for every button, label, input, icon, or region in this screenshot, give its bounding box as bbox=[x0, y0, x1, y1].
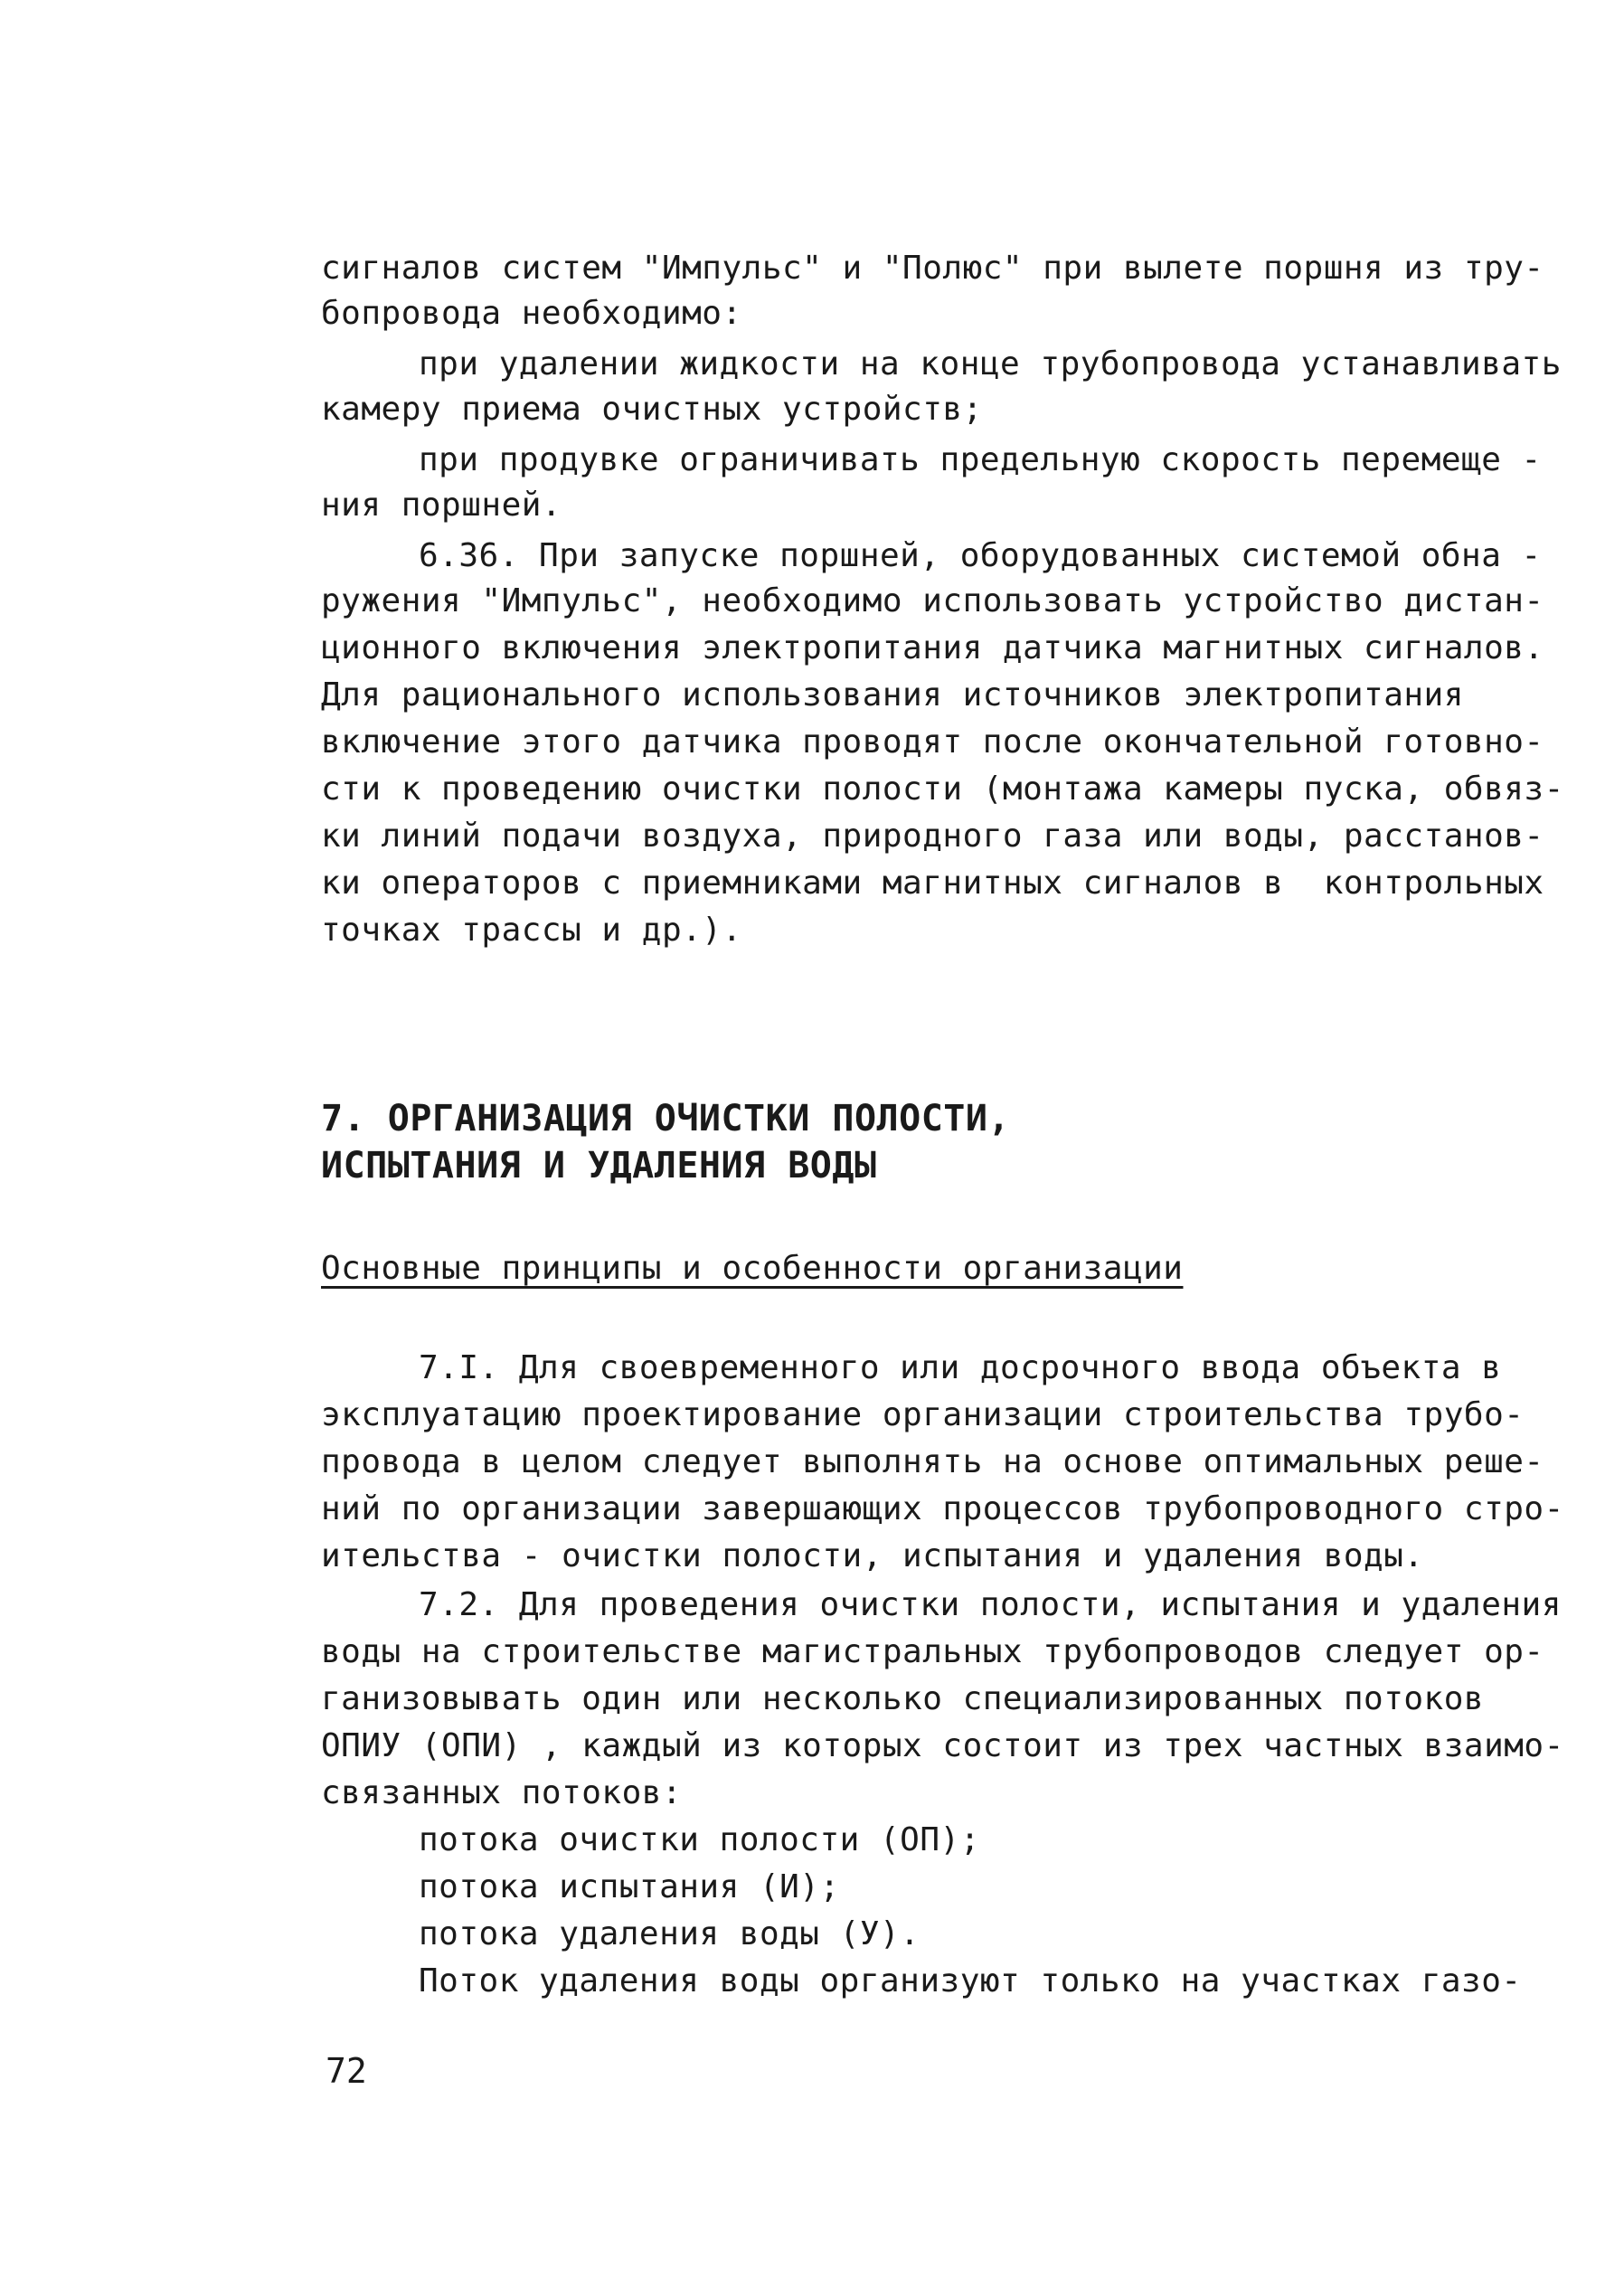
text-line: ния поршней. bbox=[321, 487, 562, 524]
text-line: ганизовывать один или несколько специализированных потоков bbox=[321, 1680, 1485, 1717]
section-heading: 7. ОРГАНИЗАЦИЯ ОЧИСТКИ ПОЛОСТИ, bbox=[321, 1098, 1011, 1139]
subsection-heading: Основные принципы и особенности организации bbox=[321, 1250, 1184, 1287]
text-line: эксплуатацию проектирование организации строительства трубо- bbox=[321, 1396, 1525, 1433]
text-line: при продувке ограничивать предельную скорость перемеще - bbox=[419, 441, 1542, 478]
text-line: провода в целом следует выполнять на основе оптимальных реше- bbox=[321, 1443, 1544, 1480]
text-line: сти к проведению очистки полости (монтажа камеры пуска, обвяз- bbox=[321, 771, 1564, 808]
text-line: связанных потоков: bbox=[321, 1774, 683, 1811]
text-line: ружения "Импульс", необходимо использовать устройство дистан- bbox=[321, 582, 1544, 619]
text-line: при удалении жидкости на конце трубопровода устанавливать bbox=[419, 345, 1562, 383]
paragraph-6-36-start: 6.36. При запуске поршней, оборудованных системой обна - bbox=[419, 537, 1542, 574]
text-line: ки операторов с приемниками магнитных сигналов в контрольных bbox=[321, 865, 1544, 902]
text-line: камеру приема очистных устройств; bbox=[321, 391, 983, 428]
text-line: Для рационального использования источников электропитания bbox=[321, 676, 1464, 714]
text-line: ки линий подачи воздуха, природного газа или воды, расстанов- bbox=[321, 818, 1544, 855]
section-heading: ИСПЫТАНИЯ И УДАЛЕНИЯ ВОДЫ bbox=[321, 1145, 877, 1187]
text-line: ний по организации завершающих процессов трубопроводного стро- bbox=[321, 1490, 1564, 1527]
text-line: бопровода необходимо: bbox=[321, 295, 742, 332]
list-item: потока очистки полости (ОП); bbox=[419, 1821, 980, 1858]
text-line: воды на строительстве магистральных трубопроводов следует ор- bbox=[321, 1633, 1544, 1670]
text-line: ительства - очистки полости, испытания и удаления воды. bbox=[321, 1537, 1424, 1574]
list-item: потока испытания (И); bbox=[419, 1868, 840, 1905]
page-number: 72 bbox=[326, 2051, 367, 2091]
text-line: ционного включения электропитания датчика магнитных сигналов. bbox=[321, 629, 1544, 667]
list-item: потока удаления воды (У). bbox=[419, 1915, 921, 1952]
text-line: Поток удаления воды организуют только на участках газо- bbox=[419, 1962, 1522, 2000]
text-line: точках трассы и др.). bbox=[321, 912, 742, 949]
paragraph-7-2-start: 7.2. Для проведения очистки полости, испытания и удаления bbox=[419, 1586, 1562, 1623]
paragraph-7-1-start: 7.I. Для своевременного или досрочного ввода объекта в bbox=[419, 1349, 1502, 1386]
text-line: ОПИУ (ОПИ) , каждый из которых состоит из трех частных взаимо- bbox=[321, 1727, 1564, 1764]
text-line: сигналов систем "Импульс" и "Полюс" при вылете поршня из тру- bbox=[321, 250, 1544, 287]
text-line: включение этого датчика проводят после окончательной готовно- bbox=[321, 723, 1544, 761]
